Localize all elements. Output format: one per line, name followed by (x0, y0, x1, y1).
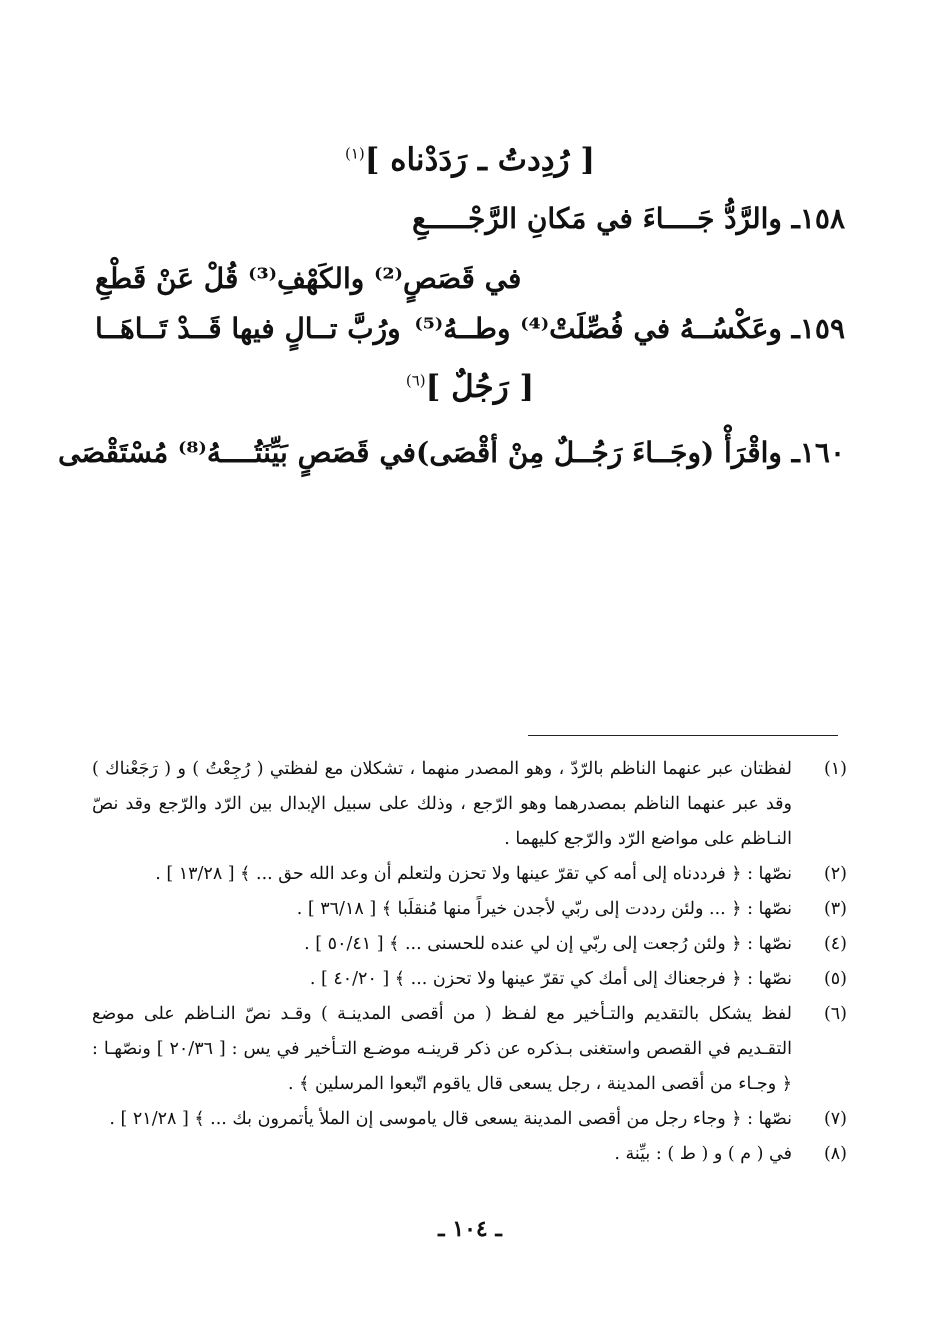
footnote-text: لفظتان عبر عنهما الناظم بالرّدّ ، وهو المصدر منهما ، تشكلان مع لفظتي ( رُجِعْتُ ) و ( رَجَعْناك ) وقد عبر عنهما الناظم بمصدرهما وهو الرّجع ، وذلك على سبيل الإبدال بين الرّد والرّجع وقد نصّ النـاظم على مواضع الرّد والرّجع كليهما . (92, 759, 792, 849)
footnote-marker: (١) (344, 144, 365, 163)
footnote-text: نصّها : ﴿ فرجعناك إلى أمك كي تقرّ عينها ولا تحزن ... ﴾ [ ٤٠/٢٠ ] . (309, 969, 792, 989)
footnote-separator (528, 735, 838, 736)
verse-text: في قَصَصٍ⁽²⁾ والكَهْفِ⁽³⁾ قُلْ عَنْ قَطْعِ (95, 262, 522, 295)
footnote-text: نصّها : ﴿ وجاء رجل من أقصى المدينة يسعى قال ياموسى إن الملأ يأتمرون بك ... ﴾ [ ٢١/٢٨ ] . (109, 1109, 792, 1129)
subsection-heading (0, 365, 940, 409)
verse-159-first-half: ١٥٩ـ وعَكْسُــهُ في فُصِّلَتْ⁽⁴⁾ وطــهُ⁽⁵⁾ (414, 312, 845, 345)
footnote-number: (٢) (823, 864, 847, 884)
footnote-number: (٦) (823, 1004, 847, 1024)
footnote-number: (٨) (823, 1144, 847, 1164)
section-heading (0, 138, 940, 182)
footnote (92, 997, 847, 1102)
page-number: ـ ١٠٤ ـ (438, 1216, 502, 1242)
footnote (92, 892, 847, 927)
verse-158-second-half (95, 256, 845, 302)
verse-158-first-half (95, 196, 845, 242)
footnote (92, 927, 847, 962)
footnote-text: نصّها : ﴿ ... ولئن رددت إلى ربّي لأجدن خيراً منها مُنقلَبا ﴾ [ ٣٦/١٨ ] . (296, 899, 792, 919)
footnote-text: في ( م ) و ( ط ) : بيِّنة . (614, 1144, 792, 1164)
footnote (92, 857, 847, 892)
section-heading-text: [ رُدِدتُ ـ رَدَدْناه ] (364, 142, 596, 178)
footnote-text: نصّها : ﴿ فرددناه إلى أمه كي تقرّ عينها ولا تحزن ولتعلم أن وعد الله حق ... ﴾ [ ١٣/٢٨ ] . (155, 864, 792, 884)
footnote-text: نصّها : ﴿ ولئن رُجعت إلى ربّي إن لي عنده للحسنى ... ﴾ [ ٥٠/٤١ ] . (304, 934, 792, 954)
verse-160 (57, 430, 845, 476)
verse-160-first-half: ١٦٠ـ واقْرَأْ (وجَــاءَ رَجُــلٌ مِنْ أقْصَى) (416, 436, 845, 469)
verse-159 (95, 306, 845, 352)
footnote-number: (١) (823, 759, 847, 779)
verse-159-second-half: ورُبَّ تــالٍ فيها قَــدْ تَــاهَــا (95, 312, 401, 345)
subsection-heading-text: [ رَجُلٌ ] (425, 369, 535, 405)
footnote (92, 962, 847, 997)
footnotes (92, 752, 847, 1172)
footnote-number: (٤) (823, 934, 847, 954)
verse-160-second-half: في قَصَصٍ بَيِّنَتُــــهُ⁽⁸⁾ مُسْتَقْصَى (57, 436, 417, 469)
footnote-number: (٥) (823, 969, 847, 989)
footnote-number: (٣) (823, 899, 847, 919)
verse-text: ١٥٨ـ والرَّدُّ جَــــاءَ في مَكانِ الرَّجْـــــعِ (412, 202, 845, 235)
footnote-marker: (٦) (405, 371, 426, 390)
footnote (92, 752, 847, 857)
footnote (92, 1102, 847, 1137)
footnote-number: (٧) (823, 1109, 847, 1129)
footnote (92, 1137, 847, 1172)
footnote-text: لفظ يشكل بالتقديم والتـأخير مع لفـظ ( من أقصى المدينـة ) وقـد نصّ النـاظم على موضع التقـديم في القصص واستغنى بـذكره عن ذكر قرينـه موضـع التـأخير في يس : [ ٢٠/٣٦ ] ونصّهـا : ﴿ وجـاء من أقصى المدينة ، رجل يسعى قال ياقوم اتّبعوا المرسلين ﴾ . (92, 1004, 792, 1094)
